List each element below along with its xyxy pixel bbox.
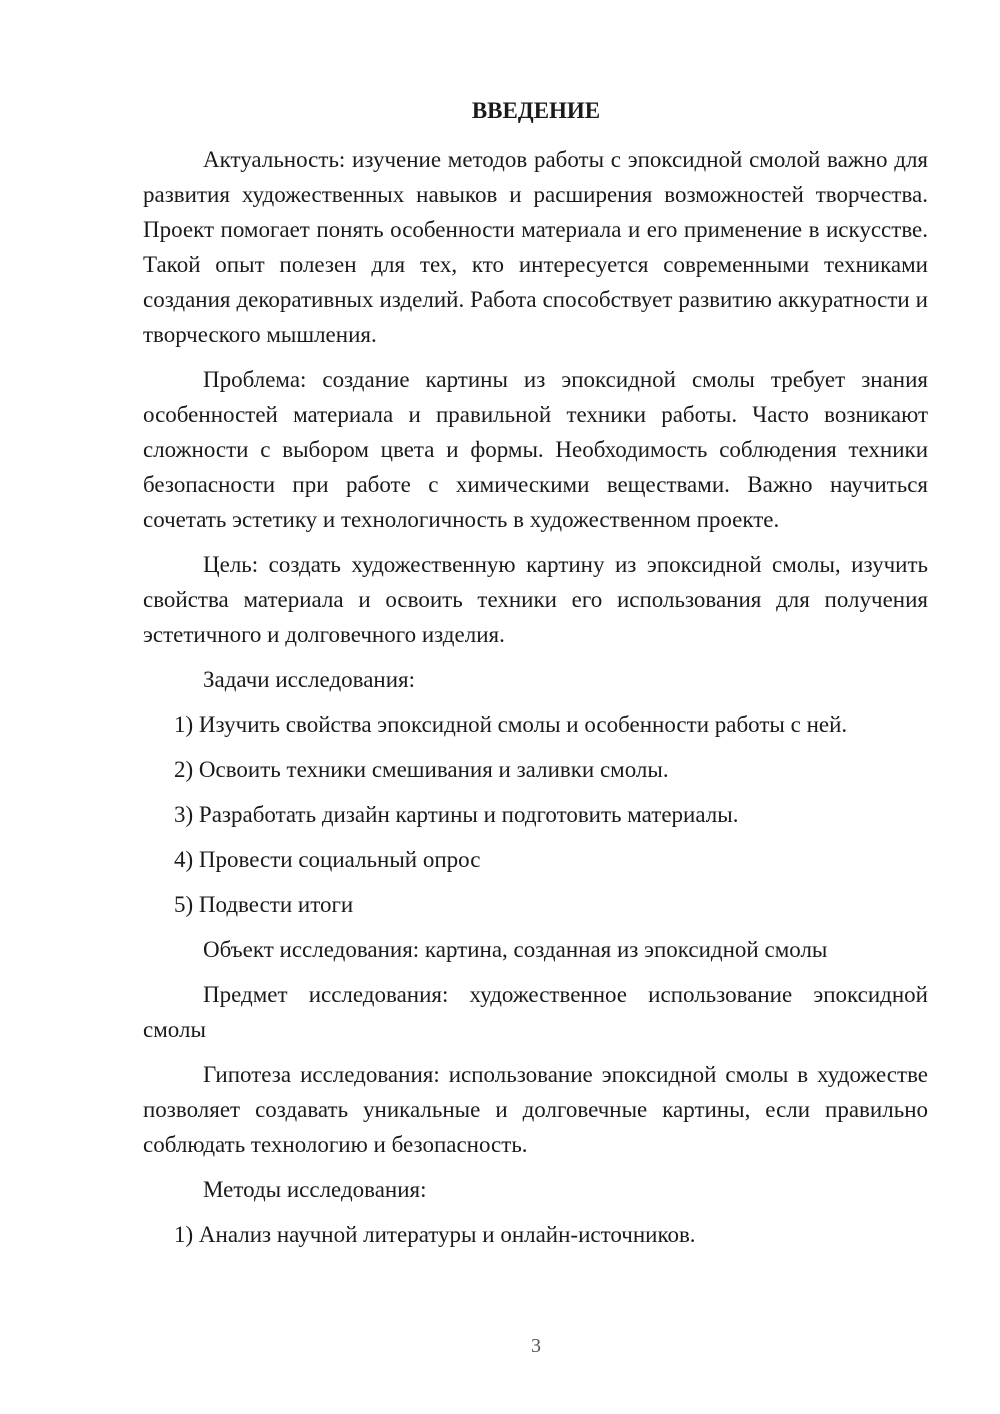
methods-title: Методы исследования:	[203, 1177, 427, 1202]
subject-paragraph: Предмет исследования: художественное использование эпоксидной смолы	[143, 982, 928, 1042]
task-item: 1) Изучить свойства эпоксидной смолы и особенности работы с ней.	[174, 712, 848, 737]
problem-paragraph: Проблема: создание картины из эпоксидной смолы требует знания особенностей материала и правильной техники работы. Часто возникают сложности с выбором цвета и формы. Необходимость соблюдения техники безопасности при работе с химическими веществами. Важно научиться сочетать эстетику и технологичность в художественном проекте.	[143, 367, 928, 532]
task-item: 5) Подвести итоги	[174, 892, 354, 917]
relevance-paragraph: Актуальность: изучение методов работы с эпоксидной смолой важно для развития художественных навыков и расширения возможностей творчества. Проект помогает понять особенности материала и его применение в искусстве. Такой опыт полезен для тех, кто интересуется современными техниками создания декоративных изделий. Работа способствует развитию аккуратности и творческого мышления.	[143, 147, 928, 347]
section-heading: ВВЕДЕНИЕ	[471, 98, 601, 123]
method-item: 1) Анализ научной литературы и онлайн-источников.	[174, 1222, 696, 1247]
task-item: 3) Разработать дизайн картины и подготовить материалы.	[174, 802, 739, 827]
document-body	[143, 142, 928, 1262]
hypothesis-paragraph: Гипотеза исследования: использование эпоксидной смолы в художестве позволяет создавать уникальные и долговечные картины, если правильно соблюдать технологию и безопасность.	[143, 1062, 928, 1157]
page-number: 3	[531, 1335, 541, 1357]
tasks-title: Задачи исследования:	[203, 667, 416, 692]
task-item: 4) Провести социальный опрос	[174, 847, 481, 872]
object-paragraph: Объект исследования: картина, созданная из эпоксидной смолы	[203, 937, 828, 962]
task-item: 2) Освоить техники смешивания и заливки смолы.	[174, 757, 669, 782]
goal-paragraph: Цель: создать художественную картину из эпоксидной смолы, изучить свойства материала и освоить техники его использования для получения эстетичного и долговечного изделия.	[143, 552, 928, 647]
